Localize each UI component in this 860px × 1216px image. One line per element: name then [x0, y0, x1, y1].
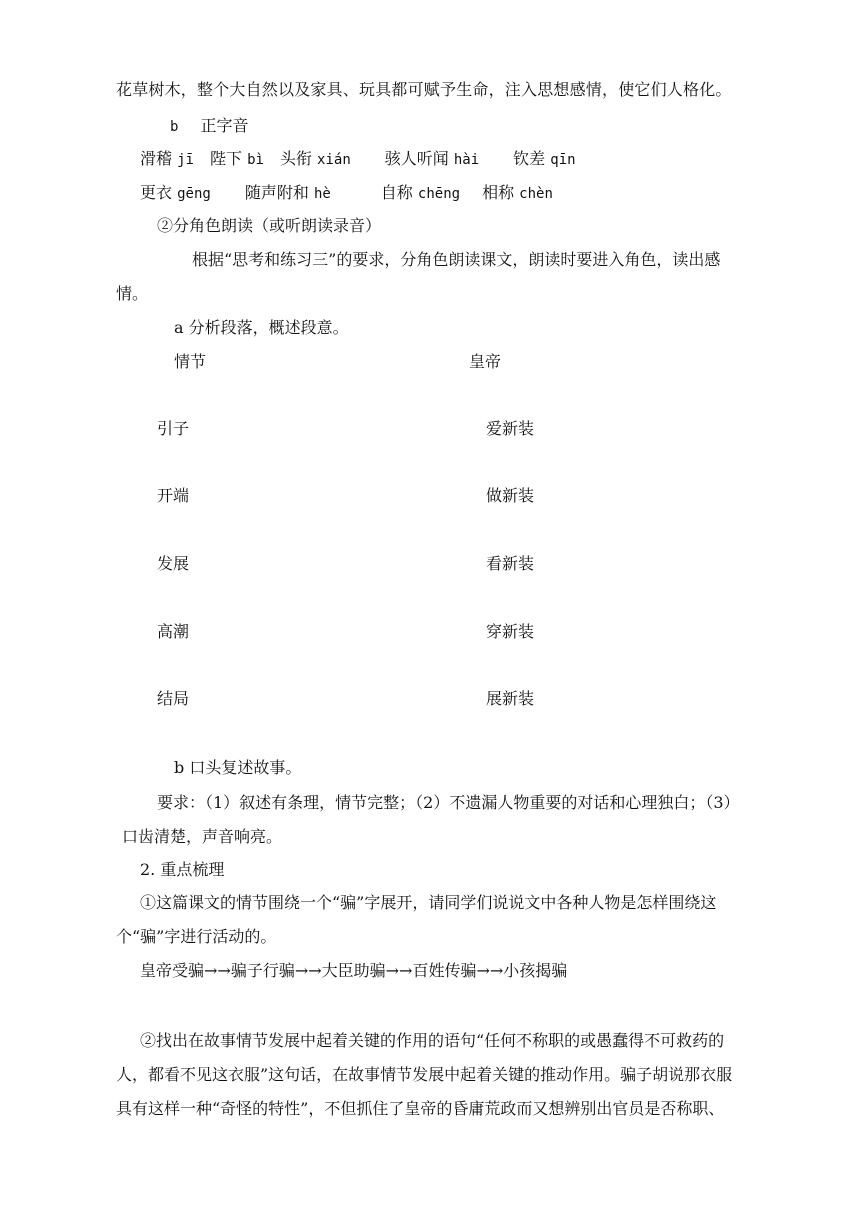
- paragraph-line: 口齿清楚，声音响亮。: [122, 827, 283, 846]
- pinyin-row: [140, 185, 553, 201]
- table-cell-plot: 发展: [157, 554, 190, 573]
- section-title: 正字音: [200, 116, 249, 135]
- item-heading: ②分角色朗读（或听朗读录音）: [157, 216, 382, 235]
- pinyin-item: 自称 chēng: [380, 183, 461, 202]
- sub-heading: b 口头复述故事。: [174, 758, 302, 777]
- paragraph-line: 要求：（1）叙述有条理，情节完整；（2）不遗漏人物重要的对话和心理独白；（3）: [157, 793, 740, 812]
- section-heading: 2. 重点梳理: [140, 860, 225, 879]
- pinyin-item: 滑稽 jī: [140, 149, 194, 168]
- table-cell-emperor: 爱新装: [486, 419, 535, 438]
- table-cell-plot: 高潮: [157, 622, 190, 641]
- section-marker: b: [170, 119, 179, 135]
- table-header-emperor: 皇帝: [469, 352, 502, 371]
- table-cell-plot: 结局: [157, 689, 190, 708]
- chain-line: 皇帝受骗→→骗子行骗→→大臣助骗→→百姓传骗→→小孩揭骗: [140, 961, 568, 980]
- paragraph-line: 情。: [116, 284, 149, 303]
- pinyin-item: 陛下 bì: [209, 149, 264, 168]
- pinyin-item: 相称 chèn: [482, 183, 553, 202]
- pinyin-row: [140, 151, 576, 167]
- table-cell-emperor: 展新装: [486, 689, 535, 708]
- pinyin-item: 随声附和 hè: [244, 183, 331, 202]
- table-cell-emperor: 做新装: [486, 486, 535, 505]
- pinyin-item: 头衔 xián: [279, 149, 351, 168]
- table-cell-plot: 引子: [157, 419, 190, 438]
- pinyin-item: 骇人听闻 hài: [384, 149, 480, 168]
- pinyin-item: 更衣 gēng: [140, 183, 211, 202]
- sub-heading: a 分析段落，概述段意。: [174, 318, 349, 337]
- paragraph-line: 具有这样一种“奇怪的特性”，不但抓住了皇帝的昏庸荒政而又想辨别出官员是否称职、: [116, 1099, 725, 1118]
- paragraph-line: 个“骗”字进行活动的。: [116, 927, 277, 946]
- pinyin-item: 钦差 qīn: [513, 149, 576, 168]
- section-b-heading: [170, 118, 248, 134]
- table-cell-emperor: 看新装: [486, 554, 535, 573]
- paragraph-line: ②找出在故事情节发展中起着关键的作用的语句“任何不称职的或愚蠢得不可救药的: [140, 1031, 725, 1050]
- table-header-plot: 情节: [174, 352, 207, 371]
- paragraph-line: 人，都看不见这衣服”这句话，在故事情节发展中起着关键的推动作用。骗子胡说那衣服: [116, 1065, 733, 1084]
- paragraph-line: 根据“思考和练习三”的要求，分角色朗读课文，朗读时要进入角色，读出感: [192, 250, 721, 269]
- table-cell-emperor: 穿新装: [486, 622, 535, 641]
- paragraph-line: ①这篇课文的情节围绕一个“骗”字展开，请同学们说说文中各种人物是怎样围绕这: [140, 893, 717, 912]
- paragraph-line: 花草树木，整个大自然以及家具、玩具都可赋予生命，注入思想感情，使它们人格化。: [116, 80, 732, 99]
- table-cell-plot: 开端: [157, 486, 190, 505]
